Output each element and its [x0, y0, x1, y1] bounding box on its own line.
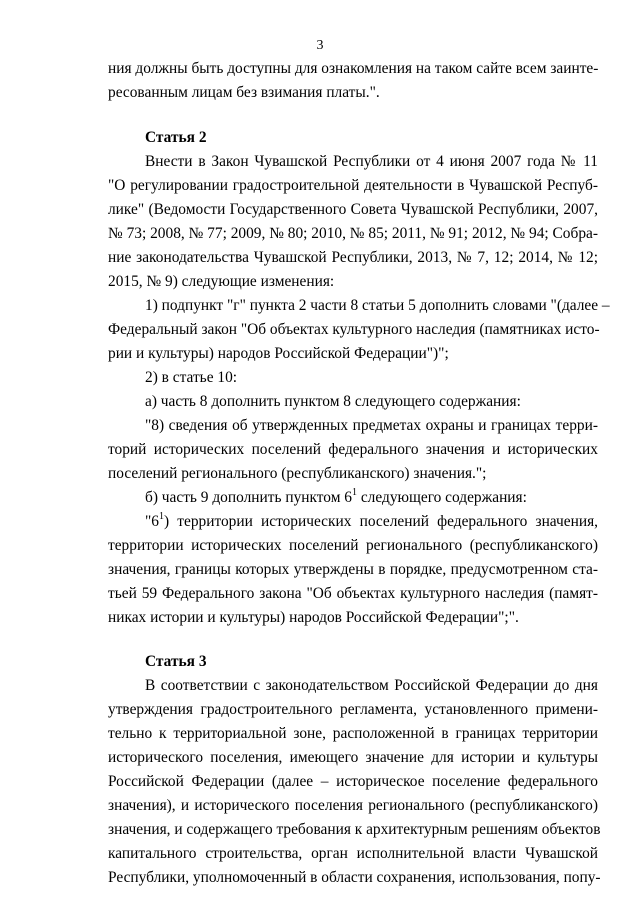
text-line: "О регулировании градостроительной деятельности в Чувашской Респуб-: [108, 177, 598, 194]
text-line: Российской Федерации (далее – историческое поселение федерального: [108, 773, 598, 790]
text-line: утверждения градостроительного регламента, установленного примени-: [108, 701, 598, 718]
text-line: ния должны быть доступны для ознакомления на таком сайте всем заинте-: [108, 60, 599, 77]
text-line: № 73; 2008, № 77; 2009, № 80; 2010, № 85; 2011, № 91; 2012, № 94; Собра-: [108, 225, 598, 242]
text-line: рии и культуры) народов Российской Федерации")";: [108, 345, 449, 362]
text-line: "8) сведения об утвержденных предметах охраны и границах терри-: [145, 417, 598, 434]
page-number: 3: [316, 38, 324, 53]
text-line: территории исторических поселений регионального (республиканского): [108, 537, 598, 554]
line-text: следующего содержания:: [357, 489, 527, 506]
text-line: капитального строительства, орган исполнительной власти Чувашской: [108, 845, 598, 862]
text-line: 2) в статье 10:: [145, 369, 238, 386]
text-line: Республики, уполномоченный в области сохранения, использования, попу-: [108, 869, 601, 886]
text-line: торий исторических поселений федерального значения и исторических: [108, 441, 598, 458]
article-3-heading: Статья 3: [145, 653, 207, 670]
text-line: значения), и исторического поселения регионального (республиканского): [108, 797, 598, 814]
text-line: тельно к территориальной зоне, расположенной в границах территории: [108, 725, 598, 742]
text-line: поселений регионального (республиканского) значения.";: [108, 465, 487, 482]
text-line: Федеральный закон "Об объектах культурного наследия (памятниках исто-: [108, 321, 600, 338]
text-line: В соответствии с законодательством Российской Федерации до дня: [145, 677, 598, 694]
line-text: ) территории исторических поселений федерального значения,: [163, 513, 598, 530]
text-line: ние законодательства Чувашской Республики, 2013, № 7, 12; 2014, № 12;: [108, 249, 598, 266]
line-text: "6: [145, 513, 159, 530]
line-text: б) часть 9 дополнить пунктом 6: [145, 489, 352, 506]
text-line: а) часть 8 дополнить пунктом 8 следующего содержания:: [145, 393, 521, 410]
text-line: [145, 510, 598, 531]
text-line: значения, и содержащего требования к архитектурным решениям объектов: [108, 821, 601, 838]
text-line: 2015, № 9) следующие изменения:: [108, 273, 335, 290]
text-line: исторического поселения, имеющего значение для истории и культуры: [108, 749, 598, 766]
article-2-heading: Статья 2: [145, 129, 207, 146]
text-line: ресованным лицам без взимания платы.".: [108, 84, 380, 101]
superscript: 1: [352, 486, 357, 498]
superscript: 1: [158, 510, 164, 522]
text-line: [145, 486, 598, 507]
text-line: никах истории и культуры) народов Российской Федерации";".: [108, 609, 519, 626]
text-line: Внести в Закон Чувашской Республики от 4 июня 2007 года № 11: [145, 153, 598, 170]
text-line: тьей 59 Федерального закона "Об объектах культурного наследия (памят-: [108, 585, 598, 602]
text-line: 1) подпункт "г" пункта 2 части 8 статьи 5 дополнить словами "(далее –: [145, 297, 610, 314]
text-line: значения, границы которых утверждены в порядке, предусмотренном ста-: [108, 561, 598, 578]
text-line: лике" (Ведомости Государственного Совета Чувашской Республики, 2007,: [108, 201, 598, 218]
